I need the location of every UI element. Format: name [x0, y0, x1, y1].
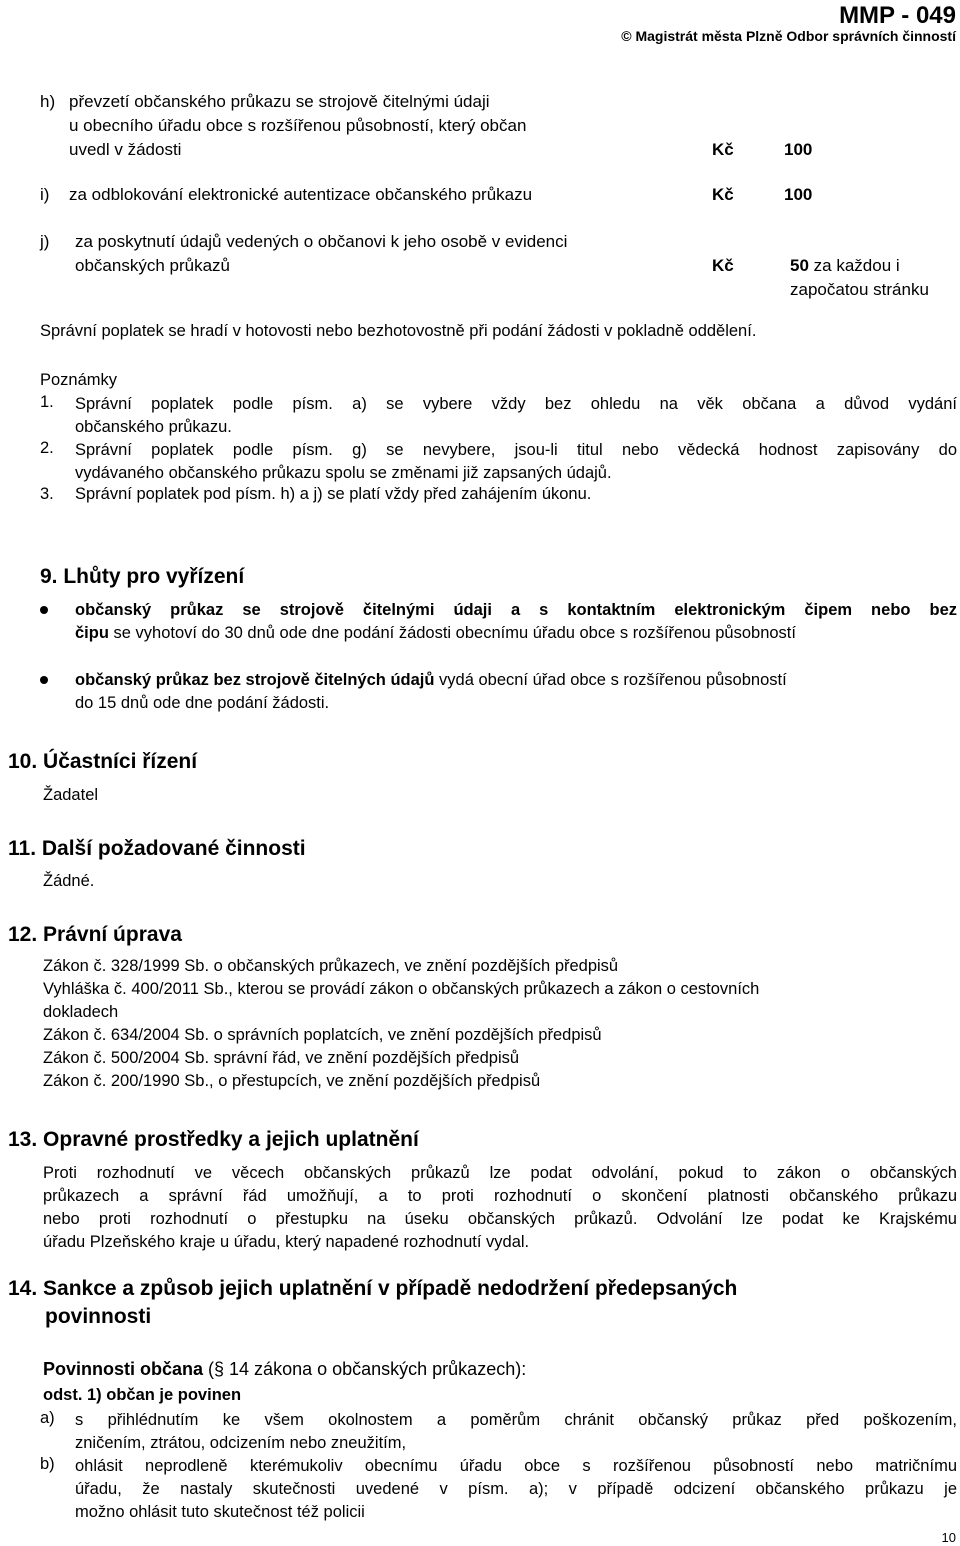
- fee-j-line-2: občanských průkazů: [75, 256, 230, 275]
- section-9-heading: 9. Lhůty pro vyřízení: [40, 565, 245, 588]
- duties-subheading: odst. 1) občan je povinen: [43, 1386, 242, 1404]
- bullet-icon: [40, 606, 48, 614]
- fee-j-currency: Kč: [712, 256, 734, 275]
- note-1-num: 1.: [40, 393, 54, 411]
- section-9-bullet-2-bold: občanský průkaz bez strojově čitelných údajů: [75, 671, 435, 689]
- law-4: Zákon č. 500/2004 Sb. správní řád, ve znění pozdějších předpisů: [43, 1049, 520, 1067]
- duty-a: [75, 1409, 957, 1455]
- note-2-num: 2.: [40, 439, 54, 457]
- note-3-num: 3.: [40, 485, 54, 503]
- duty-a-line-1: s přihlédnutím ke všem okolnostem a poměrům chránit občanský průkaz před poškozením,: [75, 1411, 957, 1429]
- section-13-line-1: Proti rozhodnutí ve věcech občanských průkazů lze podat odvolání, pokud to zákon o občanských: [43, 1164, 957, 1182]
- fee-h-amount: 100: [784, 140, 813, 159]
- section-9-bullet-1-rest: se vyhotoví do 30 dnů ode dne podání žádosti obecnímu úřadu obce s rozšířenou působností: [108, 624, 796, 642]
- fee-h-currency: Kč: [712, 140, 734, 159]
- section-9-bullet-1-line-1: občanský průkaz se strojově čitelnými údaji a s kontaktním elektronickým čipem nebo bez: [75, 601, 957, 619]
- fee-j-line-1: za poskytnutí údajů vedených o občanovi k jeho osobě v evidenci: [75, 232, 568, 251]
- fee-j-marker: j): [40, 232, 50, 251]
- section-14-heading-line-2: povinnosti: [45, 1305, 152, 1328]
- note-2-line-2: vydávaného občanského průkazu spolu se změnami již zapsaných údajů.: [75, 464, 612, 482]
- fee-i-amount: 100: [784, 185, 813, 204]
- fee-j-amount-line: [790, 256, 900, 276]
- fee-h-line-3: uvedl v žádosti: [69, 140, 182, 159]
- law-2-cont: dokladech: [43, 1003, 119, 1021]
- note-2-line-1: Správní poplatek podle písm. g) se nevybere, jsou-li titul nebo vědecká hodnost zapisovány do: [75, 441, 957, 459]
- page-number: 10: [941, 1530, 956, 1545]
- note-1: [75, 393, 957, 439]
- duty-a-marker: a): [40, 1409, 55, 1427]
- duty-b: [75, 1455, 957, 1524]
- section-13-paragraph: [43, 1162, 957, 1254]
- duty-b-line-3: možno ohlásit tuto skutečnost též policii: [75, 1503, 365, 1521]
- section-10-text: Žadatel: [43, 786, 99, 804]
- section-13-line-4: úřadu Plzeňského kraje u úřadu, který napadené rozhodnutí vydal.: [43, 1233, 530, 1251]
- section-9-bullet-1-line-2: [75, 624, 796, 642]
- payment-note: Správní poplatek se hradí v hotovosti nebo bezhotovostně při podání žádosti v pokladně oddělení.: [40, 322, 757, 340]
- duties-heading-bold: Povinnosti občana: [43, 1359, 204, 1379]
- notes-title: Poznámky: [40, 371, 118, 389]
- section-9-bullet-2-line-1: [75, 669, 957, 692]
- fee-h-line-2: u obecního úřadu obce s rozšířenou působností, který občan: [69, 116, 527, 135]
- note-3-line-1: Správní poplatek pod písm. h) a j) se platí vždy před zahájením úkonu.: [75, 485, 592, 503]
- law-3: Zákon č. 634/2004 Sb. o správních poplatcích, ve znění pozdějších předpisů: [43, 1026, 602, 1044]
- law-2: Vyhláška č. 400/2011 Sb., kterou se provádí zákon o občanských průkazech a zákon o cestovních: [43, 980, 760, 998]
- bullet-icon: [40, 676, 48, 684]
- fee-i-marker: i): [40, 185, 50, 204]
- fee-h-line-1: převzetí občanského průkazu se strojově čitelnými údaji: [69, 92, 490, 111]
- section-11-text: Žádné.: [43, 872, 95, 890]
- duty-b-line-1: ohlásit neprodleně kterémukoliv obecnímu úřadu obce s rozšířenou působností nebo matričnímu: [75, 1457, 957, 1475]
- section-12-heading: 12. Právní úprava: [8, 923, 182, 946]
- section-9-bullet-2-line-2: do 15 dnů ode dne podání žádosti.: [75, 694, 330, 712]
- fee-j-amount: 50: [790, 256, 809, 275]
- section-13-heading: 13. Opravné prostředky a jejich uplatnění: [8, 1128, 419, 1151]
- law-5: Zákon č. 200/1990 Sb., o přestupcích, ve znění pozdějších předpisů: [43, 1072, 541, 1090]
- fee-i-currency: Kč: [712, 185, 734, 204]
- section-14-heading-line-1: 14. Sankce a způsob jejich uplatnění v případě nedodržení předepsaných: [8, 1277, 738, 1300]
- fee-j-amount-note-2: započatou stránku: [790, 280, 929, 299]
- section-11-heading: 11. Další požadované činnosti: [8, 837, 306, 860]
- section-13-line-2: průkazech a správní řád umožňují, a to proti rozhodnutí o skončení platnosti občanského průkazu: [43, 1187, 957, 1205]
- section-10-heading: 10. Účastníci řízení: [8, 750, 198, 773]
- duties-heading-paren: (§ 14 zákona o občanských průkazech):: [203, 1359, 527, 1379]
- section-9-bullet-1: [75, 599, 957, 645]
- note-2: [75, 439, 957, 485]
- duty-b-marker: b): [40, 1455, 55, 1473]
- section-9-bullet-2: [75, 669, 957, 715]
- document-organization: © Magistrát města Plzně Odbor správních činností: [621, 28, 956, 44]
- fee-h-marker: h): [40, 92, 56, 111]
- law-1: Zákon č. 328/1999 Sb. o občanských průkazech, ve znění pozdějších předpisů: [43, 957, 619, 975]
- duty-b-line-2: úřadu, že nastaly skutečnosti uvedené v písm. a); v případě odcizení občanského průkazu je: [75, 1480, 957, 1498]
- note-1-line-1: Správní poplatek podle písm. a) se vybere vždy bez ohledu na věk občana a důvod vydání: [75, 395, 957, 413]
- duties-heading: [43, 1359, 526, 1380]
- section-13-line-3: nebo proti rozhodnutí o přestupku na úseku občanských průkazů. Odvolání lze podat ke Krajskému: [43, 1210, 957, 1228]
- duty-a-line-2: zničením, ztrátou, odcizením nebo zneužitím,: [75, 1434, 407, 1452]
- fee-j-amount-note-1: za každou i: [813, 256, 900, 275]
- section-9-bullet-1-bold: čipu: [75, 624, 109, 642]
- document-code: MMP - 049: [839, 2, 956, 29]
- section-9-bullet-2-rest: vydá obecní úřad obce s rozšířenou působností: [434, 671, 787, 689]
- note-1-line-2: občanského průkazu.: [75, 418, 232, 436]
- fee-i-text: za odblokování elektronické autentizace občanského průkazu: [69, 185, 533, 204]
